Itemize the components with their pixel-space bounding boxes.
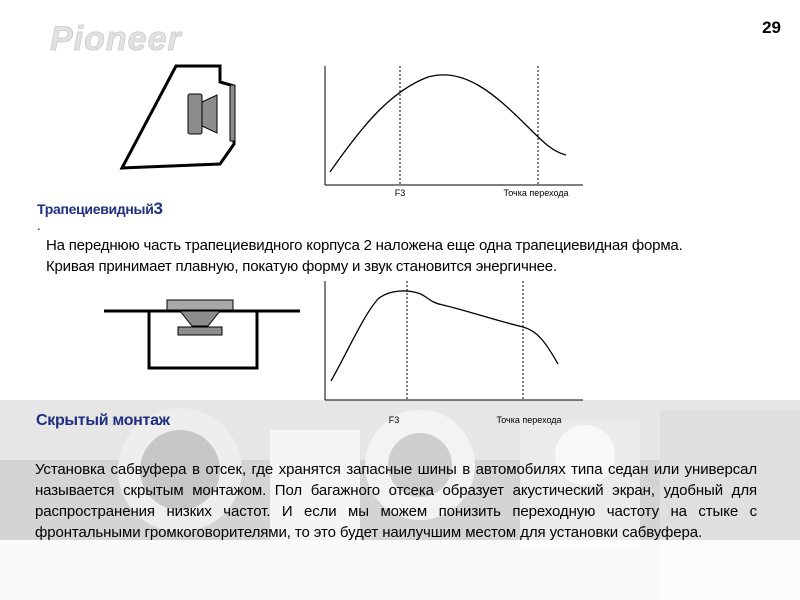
paragraph-hidden-mount: Установка сабвуфера в отсек, где хранятся запасные шины в автомобилях типа седан или универсал называется скрытым монтажом. Пол багажного отсека образует акустический экран, удобный для распространения низких частот. И если мы можем понизить переходную частоту на стыке с фронтальными громкоговорителями, то это будет наилучшим местом для установки сабвуфера. [35,461,757,541]
paragraph-line: Кривая принимает плавную, покатую форму и звук становится энергичнее. [46,258,557,275]
tick-label-f3: F3 [394,188,406,198]
response-curve [330,75,566,172]
svg-text:Pioneer: Pioneer [50,20,182,58]
speaker-cone [202,95,217,133]
speaker-magnet [188,94,202,134]
frequency-response-graph-1 [318,62,588,202]
section-heading-hidden-mount: Скрытый монтаж [36,412,170,429]
response-curve [331,291,558,381]
speaker-panel [167,300,233,310]
speaker-front-plate [230,85,235,141]
tick-label-f3: F3 [388,415,400,425]
hidden-mount-diagram [100,296,305,376]
paragraph-line: На переднюю часть трапециевидного корпуса 2 наложена еще одна трапециевидная форма. [46,237,683,254]
tick-label-crossover: Точка перехода [503,188,569,198]
speaker-cone [180,311,220,326]
bullet-dot: . [37,218,41,233]
speaker-magnet [178,327,222,335]
paragraph-trapezoid [46,235,776,277]
page-number: 29 [762,18,781,37]
trapezoid-enclosure-diagram [118,58,248,176]
section-heading-text: Трапециевидный [37,201,154,217]
pioneer-logo [48,20,253,58]
section-heading-trapezoid [37,199,163,219]
section-heading-number: 3 [153,199,163,218]
frequency-response-graph-2 [318,281,588,427]
tick-label-crossover: Точка перехода [496,415,562,425]
